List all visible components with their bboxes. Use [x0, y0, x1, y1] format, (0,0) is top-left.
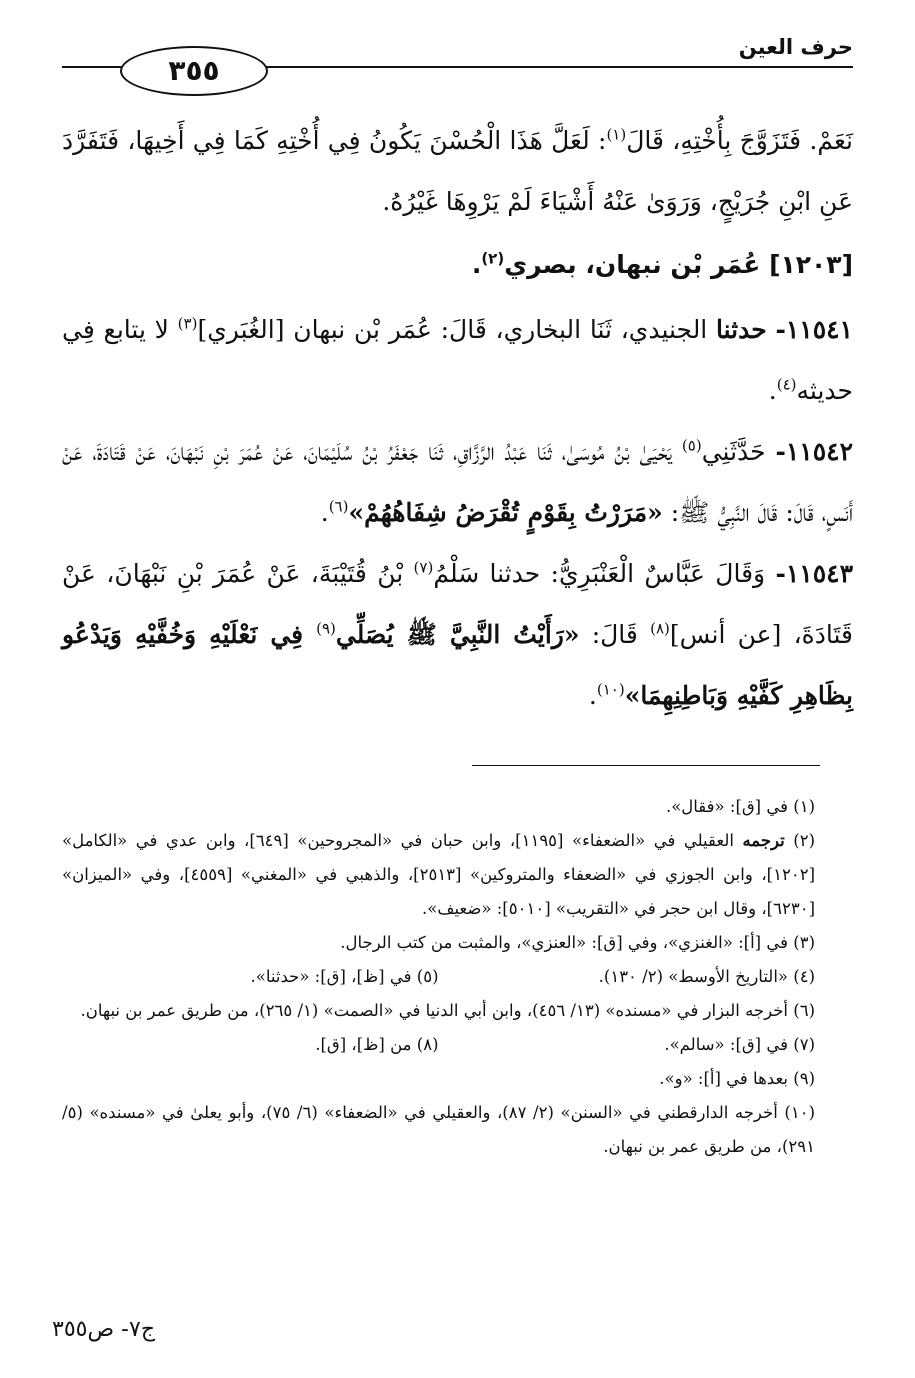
footnote-ref: (١٠)	[596, 680, 625, 699]
footnote-ref: (٥)	[681, 436, 702, 455]
main-text	[62, 110, 853, 726]
para-text: وَقَالَ عَبَّاسٌ الْعَنْبَرِيُّ: حدثنا سَلْمُ	[433, 559, 776, 588]
footnote-ref: (١)	[606, 125, 627, 144]
footnote-ref: (٨)	[650, 619, 670, 638]
footnote-5: (٥) في [ظ]، [ق]: «حدثنا».	[250, 967, 439, 986]
footnote-lead: ترجمه	[742, 831, 785, 850]
footnote-text: العقيلي في «الضعفاء» [١١٩٥]، وابن حبان في «المجروحين» [٦٤٩]، وابن عدي في «الكامل» [١٢٠٢]، وابن الجوزي في «الضعفاء والمتروكين» [٢٥١٣]، والذهبي في «المغني» [٤٥٥٩]، وفي «الميزان» [٦٢٣٠]، وقال ابن حجر في «التقريب» [٥٠١٠]: «ضعيف».	[62, 831, 815, 918]
footnote-1: (١) في [ق]: «فقال».	[665, 797, 815, 816]
hadith-quote: فِي نَعْلَيْهِ وَخُفَّيْهِ وَيَدْعُو بِظَاهِرِ كَفَّيْهِ وَبَاطِنِهِمَا»	[62, 620, 853, 710]
footnote-ref: (٣)	[177, 314, 198, 333]
footnote-2	[62, 824, 815, 926]
punct: .	[588, 681, 597, 710]
hadith-quote: «رَأَيْتُ النَّبِيَّ ﷺ يُصَلِّي	[335, 620, 580, 649]
footnote-ref: (٢)	[481, 249, 505, 268]
hadith-number: ١١٥٤٢-	[775, 437, 853, 466]
footnote-7: (٧) في [ق]: «سالم».	[664, 1035, 815, 1054]
footnote-3: (٣) في [أ]: «الغنزي»، وفي [ق]: «العنزي»، والمثبت من كتب الرجال.	[340, 933, 815, 952]
footnote-6: (٦) أخرجه البزار في «مسنده» (١٣/ ٤٥٦)، وابن أبي الدنيا في «الصمت» (١/ ٢٦٥)، من طريق عمر بن نبهان.	[80, 1001, 815, 1020]
hadith-11541	[62, 299, 853, 421]
page-number: ٣٥٥	[120, 46, 268, 96]
chapter-title: حرف العين	[725, 32, 853, 62]
hadith-11543	[62, 543, 853, 726]
footnote-number: (٢)	[793, 831, 815, 850]
punct: .	[471, 250, 482, 279]
footnote-ref: (٧)	[413, 558, 434, 577]
footnote-row-4-5	[62, 960, 815, 994]
para-text: قَالَ:	[579, 620, 651, 649]
hadith-number: ١١٥٤١-	[775, 315, 853, 344]
footnote-row-7-8	[62, 1028, 815, 1062]
para-text: لا يتابع فِي حديثه	[62, 315, 853, 405]
para-text: : لَعَلَّ هَذَا الْحُسْنَ يَكُونُ فِي أُخْتِهِ كَمَا فِي أَخِيهَا، فَتَفَرَّدَ عَنِ ابْنِ جُرَيْجٍ، وَرَوَىٰ عَنْهُ أَشْيَاءَ لَمْ يَرْوِهَا غَيْرُهُ.	[62, 126, 853, 216]
para-text: حَدَّثَنِي	[701, 437, 776, 466]
footnote-ref: (٤)	[776, 375, 797, 394]
para-text: بْنُ قُتَيْبَةَ، عَنْ عُمَرَ بْنِ نَبْهَانَ، عَنْ قَتَادَةَ، [عن أنس]	[62, 559, 854, 649]
footnote-rule	[472, 765, 820, 766]
chain-lead: حدثنا	[716, 315, 767, 344]
punct: .	[768, 376, 777, 405]
running-head	[62, 28, 853, 88]
folio: ج٧- ص٣٥٥	[52, 1317, 156, 1342]
hadith-11542	[62, 421, 853, 543]
footnote-10: (١٠) أخرجه الدارقطني في «السنن» (٢/ ٨٧)، والعقيلي في «الضعفاء» (٦/ ٧٥)، وأبو يعلىٰ في «مسنده» (٥/ ٢٩١)، من طريق عمر بن نبهان.	[62, 1103, 816, 1156]
footnote-ref: (٦)	[328, 497, 349, 516]
entry-heading-text: [١٢٠٣] عُمَر بْن نبهان، بصري	[504, 250, 853, 279]
entry-heading	[62, 234, 853, 295]
hadith-quote: «مَرَرْتُ بِقَوْمٍ تُقْرَضُ شِفَاهُهُمْ»	[348, 498, 663, 527]
punct: .	[320, 498, 329, 527]
hadith-number: ١١٥٤٣-	[775, 559, 853, 588]
para-text: يَحْيَىٰ بْنُ مُوسَىٰ، ثَنَا عَبْدُ الرَّزَّاقِ، ثَنَا جَعْفَرُ بْنُ سُلَيْمَانَ، عَنْ عُمَرَ بْنِ نَبْهَانَ، عَنْ قَتَادَةَ، عَنْ أَنَسٍ، قَالَ: قَالَ النَّبِيُّ ﷺ:	[62, 437, 853, 527]
footnote-9: (٩) بعدها في [أ]: «و».	[659, 1069, 815, 1088]
footnote-8: (٨) من [ظ]، [ق].	[315, 1035, 439, 1054]
para-text: نَعَمْ. فَتَزَوَّجَ بِأُخْتِهِ، قَالَ	[626, 126, 853, 155]
footnote-4: (٤) «التاريخ الأوسط» (٢/ ١٣٠).	[598, 967, 815, 986]
paragraph-continuation	[62, 110, 853, 232]
para-text: الجنيدي، ثَنَا البخاري، قَالَ: عُمَر بْن نبهان [الغُبَري]	[197, 315, 716, 344]
footnotes	[62, 790, 815, 1164]
footnote-ref: (٩)	[316, 619, 336, 638]
